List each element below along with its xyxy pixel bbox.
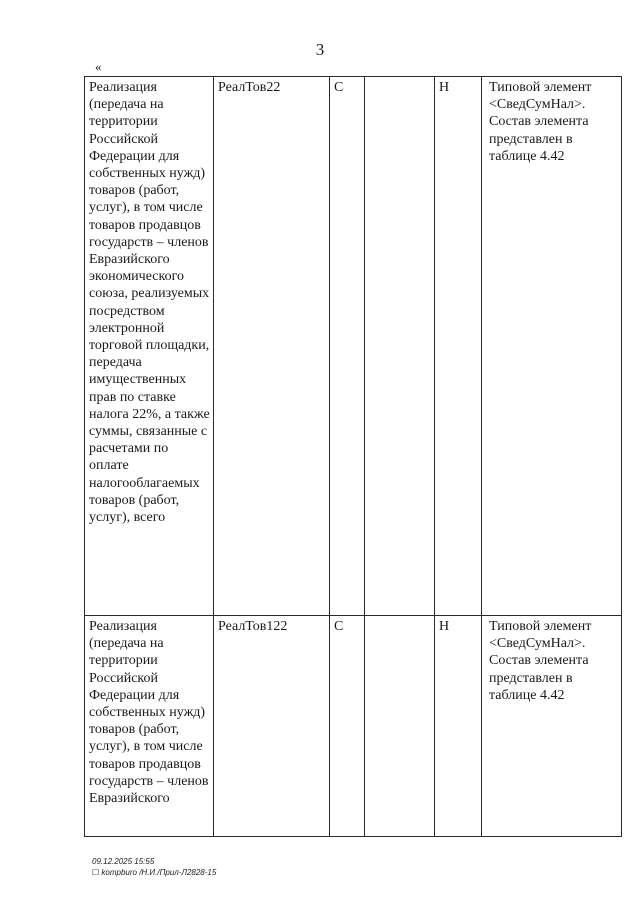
- table-row: [85, 616, 622, 837]
- element-requirement-cell: Н: [435, 616, 482, 837]
- element-note-cell: Типовой элемент <СведСумНал>. Состав элемента представлен в таблице 4.42: [482, 77, 622, 616]
- element-code-cell: РеалТов22: [214, 77, 330, 616]
- element-type-cell: С: [330, 77, 365, 616]
- element-type-cell: С: [330, 616, 365, 837]
- element-format-cell: [365, 616, 435, 837]
- page-number: 3: [315, 40, 325, 59]
- element-requirement-cell: Н: [435, 77, 482, 616]
- footer-author: ☐ kompburo /Н.И./Прил-Л2828-15: [92, 868, 217, 877]
- opening-quote-mark: «: [95, 59, 102, 74]
- element-code-cell: РеалТов122: [214, 616, 330, 837]
- element-format-cell: [365, 77, 435, 616]
- table-row: [85, 77, 622, 616]
- element-note-cell: Типовой элемент <СведСумНал>. Состав элемента представлен в таблице 4.42: [482, 616, 622, 837]
- element-name-cell: Реализация (передача на территории Российской Федерации для собственных нужд) товаров (работ, услуг), в том числе товаров продавцов государств – членов Евразийского экономического союза, реализуемых посредством электронной торговой площадки, передача имущественных прав по ставке налога 22%, а также суммы, связанные с расчетами по оплате налогооблагаемых товаров (работ, услуг), всего: [85, 77, 214, 616]
- footer-date: 09.12.2025 15:55: [92, 857, 155, 866]
- elements-table: [84, 76, 622, 837]
- element-name-cell: Реализация (передача на территории Российской Федерации для собственных нужд) товаров (работ, услуг), в том числе товаров продавцов государств – членов Евразийского: [85, 616, 214, 837]
